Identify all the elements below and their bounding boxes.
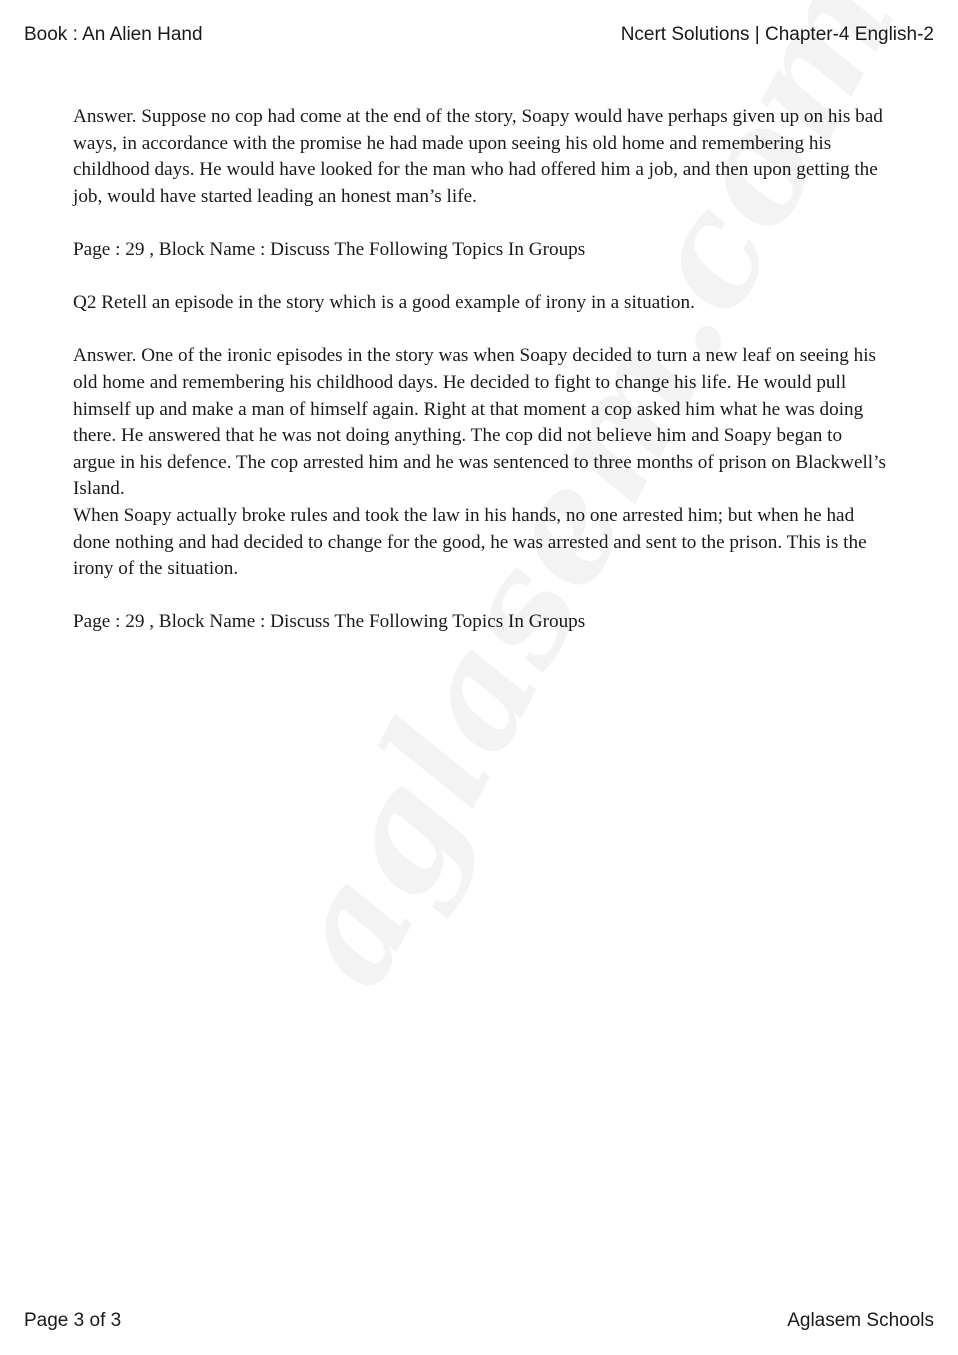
block-reference: Page : 29 , Block Name : Discuss The Following Topics In Groups [73, 611, 586, 633]
block-reference: Page : 29 , Block Name : Discuss The Following Topics In Groups [73, 238, 586, 260]
page-footer [24, 1310, 934, 1332]
answer-paragraph: Answer. One of the ironic episodes in the story was when Soapy decided to turn a new leaf on seeing his old home and remembering his childhood days. He decided to fight to change his life. He would pull himself up and make a man of himself again. Right at that moment a cop asked him what he was doing there. He answered that he was not doing anything. The cop did not believe him and Soapy began to argue in his defence. The cop arrested him and he was sentenced to three months of prison on Blackwell’s Island. [73, 345, 886, 500]
answer-paragraph-continued: When Soapy actually broke rules and took the law in his hands, no one arrested him; but when he had done nothing and had decided to change for the good, he was arrested and sent to the prison. This is the irony of the situation. [73, 504, 867, 580]
page-number: Page 3 of 3 [24, 1310, 122, 1331]
page-header [24, 24, 934, 46]
page-content [73, 104, 888, 662]
header-book-title: Book : An Alien Hand [24, 24, 203, 45]
footer-publisher: Aglasem Schools [787, 1310, 934, 1331]
header-chapter-title: Ncert Solutions | Chapter-4 English-2 [620, 24, 934, 45]
answer-paragraph: Answer. Suppose no cop had come at the end of the story, Soapy would have perhaps given up on his bad ways, in accordance with the promise he had made upon seeing his old home and remembering his childhood days. He would have looked for the man who had offered him a job, and then upon getting the job, would have started leading an honest man’s life. [73, 106, 883, 207]
question-paragraph: Q2 Retell an episode in the story which is a good example of irony in a situation. [73, 292, 695, 314]
